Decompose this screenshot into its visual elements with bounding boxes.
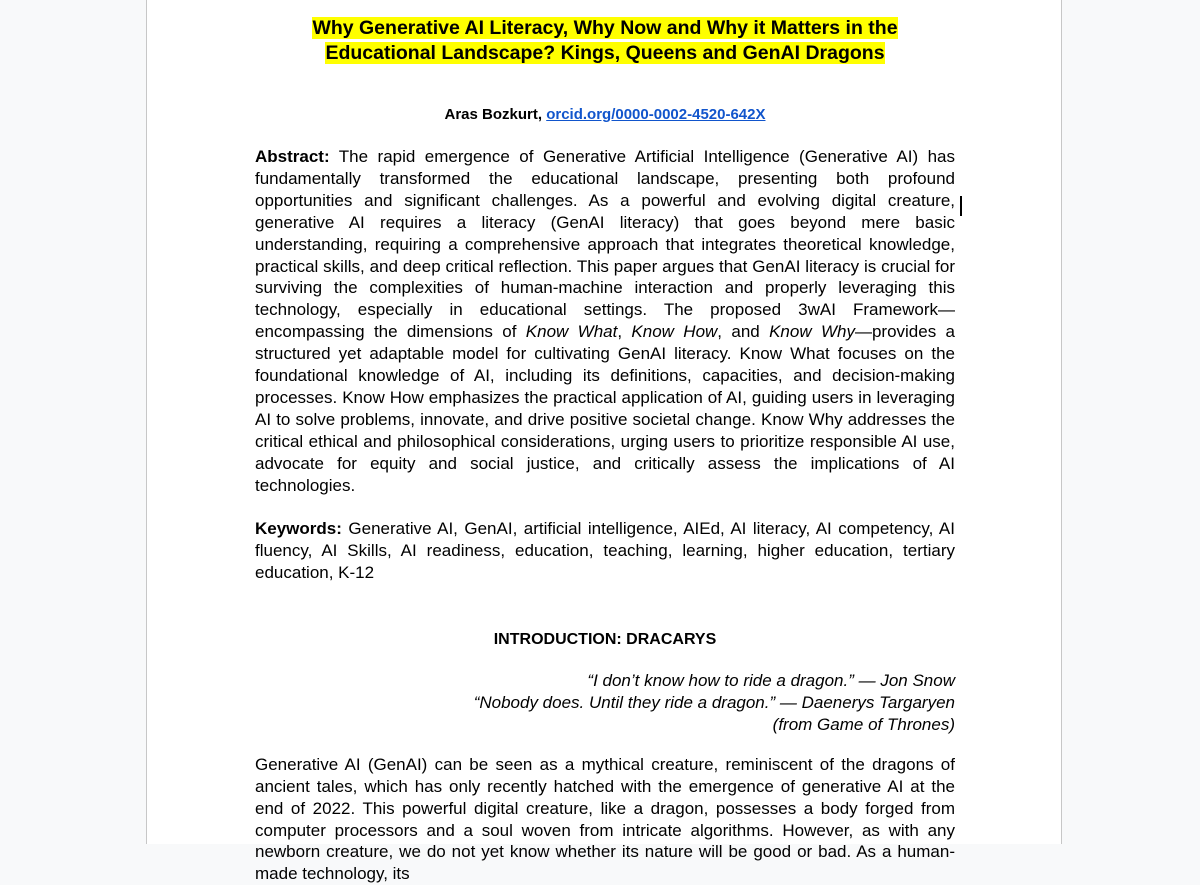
- author-line: [255, 105, 955, 125]
- abstract-comma: ,: [617, 322, 632, 342]
- abstract-text-2: —provides a structured yet adaptable model for cultivating GenAI literacy. Know What focuses on the foundational knowledge of AI, including its definitions, capacities, and decision-making processes. Know How emphasizes the practical application of AI, guiding users in leveraging AI to solve problems, innovate, and drive positive societal change. Know Why addresses the critical ethical and philosophical considerations, urging users to prioritize responsible AI use, advocate for equity and social justice, and critically assess the implications of AI technologies.: [255, 322, 956, 495]
- epigraph-quote: [255, 670, 955, 736]
- keywords-label: Keywords:: [255, 519, 342, 539]
- document-content: [255, 16, 955, 885]
- quote-line-3: (from Game of Thrones): [772, 714, 955, 734]
- text-cursor: [960, 196, 962, 216]
- orcid-link[interactable]: orcid.org/0000-0002-4520-642X: [546, 106, 766, 123]
- abstract-and: , and: [717, 322, 770, 342]
- document-page: [146, 0, 1062, 884]
- quote-line-2: “Nobody does. Until they ride a dragon.” — Daenerys Targaryen: [473, 693, 955, 713]
- keywords-text: Generative AI, GenAI, artificial intelligence, AIEd, AI literacy, AI competency, AI fluency, AI Skills, AI readiness, education, teaching, learning, higher education, tertiary education, K-12: [255, 519, 955, 583]
- keywords-paragraph: [255, 518, 955, 584]
- document-title: [255, 16, 955, 66]
- abstract-label: Abstract:: [255, 147, 330, 166]
- author-name: Aras Bozkurt,: [444, 106, 543, 123]
- introduction-body: Generative AI (GenAI) can be seen as a mythical creature, reminiscent of the dragons of ancient tales, which has only recently hatched with the emergence of generative AI at the end of 2022. This powerful digital creature, like a dragon, possesses a body forged from computer processors and a soul woven from intricate algorithms. However, as with any newborn creature, we do not yet know whether its nature will be good or bad. As a human-made technology, its: [255, 754, 955, 884]
- abstract-know-why: Know Why: [769, 322, 855, 342]
- abstract-know-what: Know What: [525, 322, 618, 342]
- abstract-text-1: The rapid emergence of Generative Artificial Intelligence (Generative AI) has fundamentally transformed the educational landscape, presenting both profound opportunities and significant challenges. As a powerful and evolving digital creature, generative AI requires a literacy (GenAI literacy) that goes beyond mere basic understanding, requiring a comprehensive approach that integrates theoretical knowledge, practical skills, and deep critical reflection. This paper argues that GenAI literacy is crucial for surviving the complexities of human-machine interaction and properly leveraging this technology, especially in educational settings. The proposed 3wAI Framework—encompassing the dimensions of: [255, 147, 955, 342]
- title-highlight: Why Generative AI Literacy, Why Now and Why it Matters in the Educational Landscape? Kings, Queens and GenAI Dragons: [312, 17, 898, 64]
- abstract-know-how: Know How: [631, 322, 718, 342]
- quote-line-1: “I don’t know how to ride a dragon.” — Jon Snow: [587, 671, 955, 691]
- abstract-paragraph: [255, 146, 955, 497]
- introduction-heading: INTRODUCTION: DRACARYS: [493, 631, 717, 649]
